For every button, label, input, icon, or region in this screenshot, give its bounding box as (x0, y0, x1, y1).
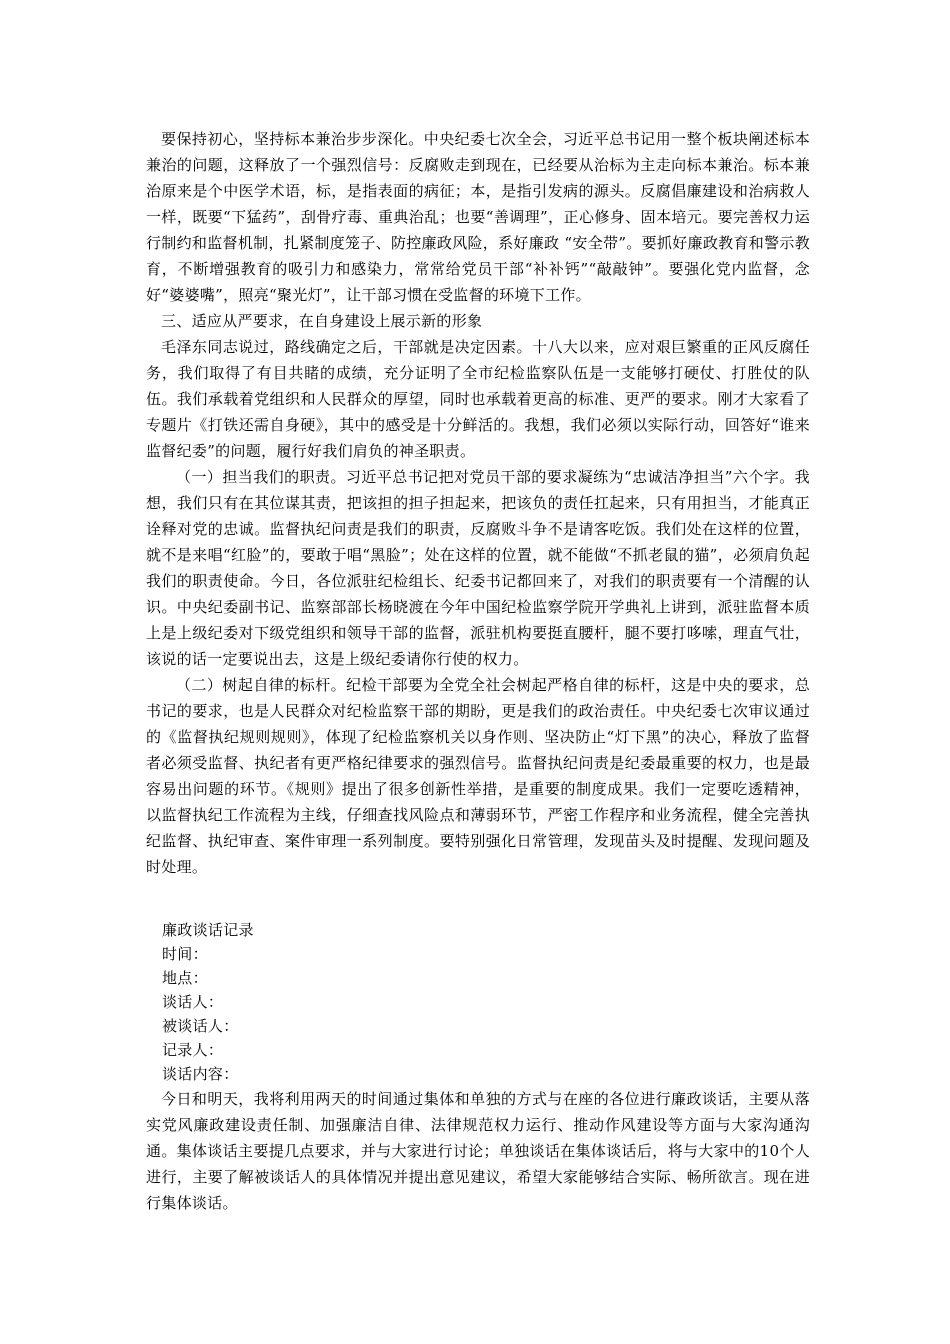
paragraph-self-discipline: （二）树起自律的标杆。纪检干部要为全党全社会树起严格自律的标杆，这是中央的要求，总书记的要求，也是人民群众对纪检监察干部的期盼，更是我们的政治责任。中央纪委七次审议通过的《监督执纪规则规则》，体现了纪检监察机关以身作则、坚决防止“灯下黑”的决心，释放了监督者必须受监督、执纪者有更严格纪律要求的强烈信号。监督执纪问责是纪委最重要的权力，也是最容易出问题的环节。《规则》提出了很多创新性举措，是重要的制度成果。我们一定要吃透精神，以监督执纪工作流程为主线，仔细查找风险点和薄弱环节，严密工作程序和业务流程，健全完善执纪监督、执纪审查、案件审理一系列制度。要特别强化日常管理，发现苗头及时提醒、发现问题及时处理。 (146, 676, 810, 876)
record-title: 廉政谈话记录 (162, 921, 254, 939)
paragraph-responsibility: （一）担当我们的职责。习近平总书记把对党员干部的要求凝练为“忠诚洁净担当”六个字。我想，我们只有在其位谋其责，把该担的担子担起来，把该负的责任扛起来，只有用担当，才能真正诠释对党的忠诚。监督执纪问责是我们的职责，反腐败斗争不是请客吃饭。我们处在这样的位置，就不是来唱“红脸”的，要敢于唱“黑脸”；处在这样的位置，就不能做“不抓老鼠的猫”，必须肩负起我们的职责使命。今日，各位派驻纪检组长、纪委书记都回来了，对我们的职责要有一个清醒的认识。中央纪委副书记、监察部部长杨晓渡在今年中国纪检监察学院开学典礼上讲到，派驻监督本质上是上级纪委对下级党组织和领导干部的监督，派驻机构要挺直腰杆，腿不要打哆嗦，理直气壮，该说的话一定要说出去，这是上级纪委请你行使的权力。 (146, 468, 810, 668)
paragraph-mao-quote: 毛泽东同志说过，路线确定之后，干部就是决定因素。十八大以来，应对艰巨繁重的正风反腐任务，我们取得了有目共睹的成绩，充分证明了全市纪检监察队伍是一支能够打硬仗、打胜仗的队伍。我们承载着党组织和人民群众的厚望，同时也承载着更高的标准、更严的要求。刚才大家看了专题片《打铁还需自身硬》，其中的感受是十分鲜活的。我想，我们必须以实际行动，回答好“谁来监督纪委”的问题，履行好我们肩负的神圣职责。 (146, 338, 810, 460)
record-speaker-label: 谈话人： (162, 993, 224, 1011)
section-heading-three: 三、适应从严要求，在自身建设上展示新的形象 (161, 312, 483, 330)
record-body: 今日和明天，我将利用两天的时间通过集体和单独的方式与在座的各位进行廉政谈话，主要从落实党风廉政建设责任制、加强廉洁自律、法律规范权力运行、推动作风建设等方面与大家沟通沟通。集体谈话主要提几点要求，并与大家进行讨论；单独谈话在集体谈话后，将与大家中的10个人进行，主要了解被谈话人的具体情况并提出意见建议，希望大家能够结合实际、畅所欲言。现在进行集体谈话。 (146, 1090, 810, 1212)
record-place-label: 地点： (162, 969, 208, 987)
record-time-label: 时间： (162, 945, 208, 963)
talk-record (146, 918, 810, 1216)
record-listener-label: 被谈话人： (162, 1017, 239, 1035)
record-content-label: 谈话内容： (162, 1065, 239, 1083)
record-recorder-label: 记录人： (162, 1041, 224, 1059)
document-page (146, 126, 810, 1216)
section-gap (146, 880, 810, 918)
paragraph-root-and-branch: 要保持初心，坚持标本兼治步步深化。中央纪委七次全会，习近平总书记用一整个板块阐述标本兼治的问题，这释放了一个强烈信号：反腐败走到现在，已经要从治标为主走向标本兼治。标本兼治原来是个中医学术语，标，是指表面的病征；本，是指引发病的源头。反腐倡廉建设和治病救人一样，既要“下猛药”，刮骨疗毒、重典治乱；也要“善调理”，正心修身、固本培元。要完善权力运行制约和监督机制，扎紧制度笼子、防控廉政风险，系好廉政 “安全带”。要抓好廉政教育和警示教育，不断增强教育的吸引力和感染力，常常给党员干部“补补钙”“敲敲钟”。要强化党内监督，念好“婆婆嘴”，照亮“聚光灯”，让干部习惯在受监督的环境下工作。 (146, 130, 810, 304)
